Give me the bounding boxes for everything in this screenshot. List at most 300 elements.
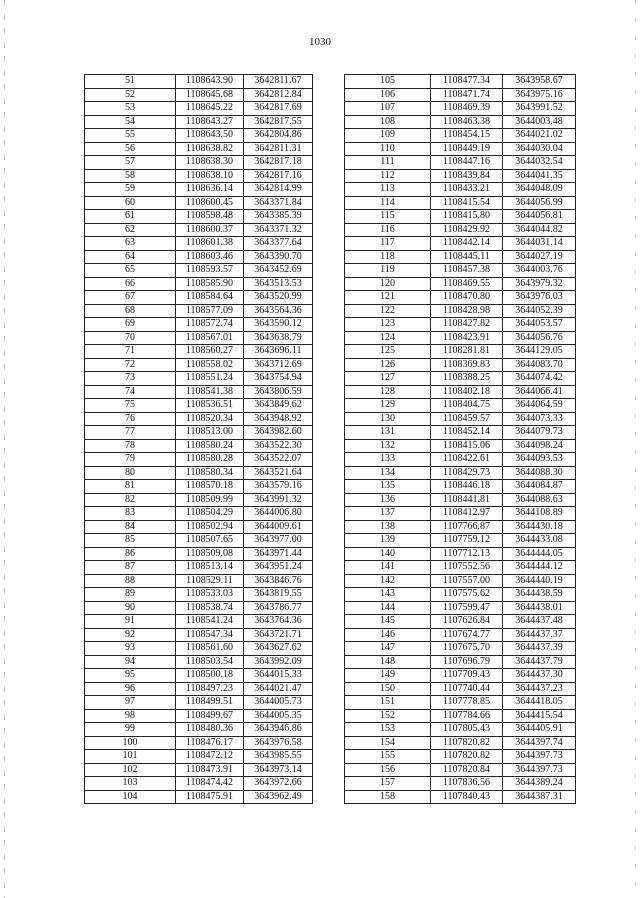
table-row [345, 142, 576, 156]
x-coordinate-cell: 1108429.73 [431, 466, 503, 480]
table-row [85, 561, 313, 575]
y-coordinate-cell: 3644437.30 [503, 669, 576, 683]
point-number-cell: 140 [345, 547, 431, 561]
x-coordinate-cell: 1108643.50 [176, 129, 244, 143]
y-coordinate-cell: 3643951.24 [244, 561, 313, 575]
point-number-cell: 63 [85, 237, 176, 251]
point-number-cell: 66 [85, 277, 176, 291]
x-coordinate-cell: 1108369.83 [431, 358, 503, 372]
point-number-cell: 146 [345, 628, 431, 642]
table-row [85, 439, 313, 453]
coordinate-table-right [344, 74, 576, 804]
table-row [345, 169, 576, 183]
x-coordinate-cell: 1108469.55 [431, 277, 503, 291]
y-coordinate-cell: 3644064.59 [503, 399, 576, 413]
point-number-cell: 94 [85, 655, 176, 669]
point-number-cell: 59 [85, 183, 176, 197]
point-number-cell: 109 [345, 129, 431, 143]
x-coordinate-cell: 1108509.99 [176, 493, 244, 507]
table-row [85, 264, 313, 278]
point-number-cell: 122 [345, 304, 431, 318]
x-coordinate-cell: 1107820.82 [431, 750, 503, 764]
x-coordinate-cell: 1108636.14 [176, 183, 244, 197]
y-coordinate-cell: 3643754.94 [244, 372, 313, 386]
point-number-cell: 136 [345, 493, 431, 507]
point-number-cell: 72 [85, 358, 176, 372]
x-coordinate-cell: 1108472.12 [176, 750, 244, 764]
point-number-cell: 100 [85, 736, 176, 750]
y-coordinate-cell: 3644048.09 [503, 183, 576, 197]
point-number-cell: 54 [85, 115, 176, 129]
y-coordinate-cell: 3643696.11 [244, 345, 313, 359]
table-row [85, 196, 313, 210]
point-number-cell: 142 [345, 574, 431, 588]
table-row [85, 372, 313, 386]
point-number-cell: 103 [85, 777, 176, 791]
y-coordinate-cell: 3644444.05 [503, 547, 576, 561]
point-number-cell: 108 [345, 115, 431, 129]
y-coordinate-cell: 3643522.30 [244, 439, 313, 453]
y-coordinate-cell: 3644440.19 [503, 574, 576, 588]
x-coordinate-cell: 1108538.74 [176, 601, 244, 615]
x-coordinate-cell: 1108441.81 [431, 493, 503, 507]
table-row [85, 399, 313, 413]
point-number-cell: 129 [345, 399, 431, 413]
y-coordinate-cell: 3643590.12 [244, 318, 313, 332]
table-row [345, 763, 576, 777]
point-number-cell: 89 [85, 588, 176, 602]
table-row [345, 331, 576, 345]
x-coordinate-cell: 1108584.64 [176, 291, 244, 305]
x-coordinate-cell: 1108477.34 [431, 75, 503, 89]
point-number-cell: 101 [85, 750, 176, 764]
x-coordinate-cell: 1108645.22 [176, 102, 244, 116]
y-coordinate-cell: 3643371.84 [244, 196, 313, 210]
x-coordinate-cell: 1108447.16 [431, 156, 503, 170]
y-coordinate-cell: 3644437.39 [503, 642, 576, 656]
table-row [345, 102, 576, 116]
point-number-cell: 130 [345, 412, 431, 426]
y-coordinate-cell: 3643973.14 [244, 763, 313, 777]
y-coordinate-cell: 3642812.84 [244, 88, 313, 102]
table-row [345, 277, 576, 291]
table-row [345, 790, 576, 804]
y-coordinate-cell: 3643958.67 [503, 75, 576, 89]
x-coordinate-cell: 1107766.87 [431, 520, 503, 534]
x-coordinate-cell: 1108442.14 [431, 237, 503, 251]
y-coordinate-cell: 3644009.61 [244, 520, 313, 534]
x-coordinate-cell: 1108541.38 [176, 385, 244, 399]
y-coordinate-cell: 3642817.55 [244, 115, 313, 129]
table-row [85, 210, 313, 224]
point-number-cell: 121 [345, 291, 431, 305]
point-number-cell: 68 [85, 304, 176, 318]
point-number-cell: 157 [345, 777, 431, 791]
x-coordinate-cell: 1108509.08 [176, 547, 244, 561]
x-coordinate-cell: 1108446.18 [431, 480, 503, 494]
table-row [345, 642, 576, 656]
x-coordinate-cell: 1108513.14 [176, 561, 244, 575]
table-row [85, 88, 313, 102]
table-row [85, 777, 313, 791]
x-coordinate-cell: 1107820.82 [431, 736, 503, 750]
y-coordinate-cell: 3643976.58 [244, 736, 313, 750]
y-coordinate-cell: 3644073.33 [503, 412, 576, 426]
y-coordinate-cell: 3643764.36 [244, 615, 313, 629]
y-coordinate-cell: 3643806.59 [244, 385, 313, 399]
y-coordinate-cell: 3643948.92 [244, 412, 313, 426]
y-coordinate-cell: 3644438.59 [503, 588, 576, 602]
y-coordinate-cell: 3644056.81 [503, 210, 576, 224]
table-row [85, 156, 313, 170]
point-number-cell: 135 [345, 480, 431, 494]
table-row [345, 345, 576, 359]
y-coordinate-cell: 3644387.31 [503, 790, 576, 804]
table-row [85, 250, 313, 264]
x-coordinate-cell: 1108638.82 [176, 142, 244, 156]
table-row [85, 426, 313, 440]
y-coordinate-cell: 3643385.39 [244, 210, 313, 224]
y-coordinate-cell: 3644093.53 [503, 453, 576, 467]
y-coordinate-cell: 3644437.23 [503, 682, 576, 696]
table-row [345, 480, 576, 494]
table-row [85, 142, 313, 156]
x-coordinate-cell: 1108457.38 [431, 264, 503, 278]
y-coordinate-cell: 3644003.48 [503, 115, 576, 129]
x-coordinate-cell: 1108529.11 [176, 574, 244, 588]
table-row [345, 237, 576, 251]
point-number-cell: 155 [345, 750, 431, 764]
table-row [345, 304, 576, 318]
x-coordinate-cell: 1108499.67 [176, 709, 244, 723]
point-number-cell: 149 [345, 669, 431, 683]
x-coordinate-cell: 1108520.34 [176, 412, 244, 426]
y-coordinate-cell: 3644405.91 [503, 723, 576, 737]
point-number-cell: 151 [345, 696, 431, 710]
x-coordinate-cell: 1108470.80 [431, 291, 503, 305]
table-row [85, 115, 313, 129]
table-row [345, 372, 576, 386]
table-row [345, 507, 576, 521]
point-number-cell: 115 [345, 210, 431, 224]
point-number-cell: 139 [345, 534, 431, 548]
point-number-cell: 55 [85, 129, 176, 143]
y-coordinate-cell: 3643992.09 [244, 655, 313, 669]
point-number-cell: 62 [85, 223, 176, 237]
point-number-cell: 84 [85, 520, 176, 534]
x-coordinate-cell: 1107784.66 [431, 709, 503, 723]
x-coordinate-cell: 1108404.75 [431, 399, 503, 413]
x-coordinate-cell: 1108439.84 [431, 169, 503, 183]
table-row [85, 790, 313, 804]
x-coordinate-cell: 1108585.90 [176, 277, 244, 291]
x-coordinate-cell: 1108593.57 [176, 264, 244, 278]
table-row [345, 682, 576, 696]
x-coordinate-cell: 1107599.47 [431, 601, 503, 615]
x-coordinate-cell: 1108580.24 [176, 439, 244, 453]
point-number-cell: 104 [85, 790, 176, 804]
x-coordinate-cell: 1108536.51 [176, 399, 244, 413]
table-row [85, 169, 313, 183]
y-coordinate-cell: 3643979.32 [503, 277, 576, 291]
y-coordinate-cell: 3643377.64 [244, 237, 313, 251]
x-coordinate-cell: 1107557.00 [431, 574, 503, 588]
y-coordinate-cell: 3643846.76 [244, 574, 313, 588]
table-row [345, 493, 576, 507]
y-coordinate-cell: 3644083.70 [503, 358, 576, 372]
y-coordinate-cell: 3643962.49 [244, 790, 313, 804]
y-coordinate-cell: 3642817.69 [244, 102, 313, 116]
table-row [85, 129, 313, 143]
point-number-cell: 56 [85, 142, 176, 156]
x-coordinate-cell: 1108570.18 [176, 480, 244, 494]
x-coordinate-cell: 1107575.62 [431, 588, 503, 602]
y-coordinate-cell: 3644032.54 [503, 156, 576, 170]
x-coordinate-cell: 1108475.91 [176, 790, 244, 804]
x-coordinate-cell: 1108561.60 [176, 642, 244, 656]
point-number-cell: 158 [345, 790, 431, 804]
x-coordinate-cell: 1108507.65 [176, 534, 244, 548]
x-coordinate-cell: 1108580.28 [176, 453, 244, 467]
x-coordinate-cell: 1107740.44 [431, 682, 503, 696]
point-number-cell: 95 [85, 669, 176, 683]
y-coordinate-cell: 3642811.31 [244, 142, 313, 156]
point-number-cell: 141 [345, 561, 431, 575]
x-coordinate-cell: 1108415.06 [431, 439, 503, 453]
table-row [345, 750, 576, 764]
x-coordinate-cell: 1108445.11 [431, 250, 503, 264]
point-number-cell: 123 [345, 318, 431, 332]
y-coordinate-cell: 3644044.82 [503, 223, 576, 237]
table-row [85, 385, 313, 399]
x-coordinate-cell: 1108580.34 [176, 466, 244, 480]
y-coordinate-cell: 3643982.60 [244, 426, 313, 440]
x-coordinate-cell: 1108427.82 [431, 318, 503, 332]
y-coordinate-cell: 3643371.32 [244, 223, 313, 237]
point-number-cell: 120 [345, 277, 431, 291]
point-number-cell: 118 [345, 250, 431, 264]
y-coordinate-cell: 3643977.00 [244, 534, 313, 548]
y-coordinate-cell: 3643564.36 [244, 304, 313, 318]
x-coordinate-cell: 1107805.43 [431, 723, 503, 737]
point-number-cell: 80 [85, 466, 176, 480]
table-row [345, 129, 576, 143]
y-coordinate-cell: 3642811.67 [244, 75, 313, 89]
y-coordinate-cell: 3643452.69 [244, 264, 313, 278]
y-coordinate-cell: 3644074.42 [503, 372, 576, 386]
point-number-cell: 145 [345, 615, 431, 629]
table-row [345, 534, 576, 548]
x-coordinate-cell: 1108459.57 [431, 412, 503, 426]
point-number-cell: 74 [85, 385, 176, 399]
table-row [345, 264, 576, 278]
x-coordinate-cell: 1107674.77 [431, 628, 503, 642]
page-number: 1030 [309, 36, 331, 48]
y-coordinate-cell: 3644088.30 [503, 466, 576, 480]
point-number-cell: 75 [85, 399, 176, 413]
x-coordinate-cell: 1108560.27 [176, 345, 244, 359]
y-coordinate-cell: 3644021.02 [503, 129, 576, 143]
point-number-cell: 112 [345, 169, 431, 183]
x-coordinate-cell: 1108422.61 [431, 453, 503, 467]
table-row [345, 196, 576, 210]
x-coordinate-cell: 1108473.91 [176, 763, 244, 777]
table-row [345, 588, 576, 602]
x-coordinate-cell: 1108572.74 [176, 318, 244, 332]
table-row [85, 318, 313, 332]
y-coordinate-cell: 3644079.73 [503, 426, 576, 440]
point-number-cell: 69 [85, 318, 176, 332]
point-number-cell: 67 [85, 291, 176, 305]
table-row [85, 547, 313, 561]
table-row [345, 453, 576, 467]
y-coordinate-cell: 3644053.57 [503, 318, 576, 332]
table-row [345, 777, 576, 791]
point-number-cell: 76 [85, 412, 176, 426]
point-number-cell: 125 [345, 345, 431, 359]
point-number-cell: 87 [85, 561, 176, 575]
point-number-cell: 148 [345, 655, 431, 669]
point-number-cell: 93 [85, 642, 176, 656]
point-number-cell: 138 [345, 520, 431, 534]
y-coordinate-cell: 3644397.73 [503, 763, 576, 777]
point-number-cell: 144 [345, 601, 431, 615]
table-row [85, 655, 313, 669]
y-coordinate-cell: 3644005.73 [244, 696, 313, 710]
y-coordinate-cell: 3644098.24 [503, 439, 576, 453]
x-coordinate-cell: 1108503.54 [176, 655, 244, 669]
y-coordinate-cell: 3642817.16 [244, 169, 313, 183]
point-number-cell: 134 [345, 466, 431, 480]
table-row [85, 75, 313, 89]
point-number-cell: 85 [85, 534, 176, 548]
y-coordinate-cell: 3644430.18 [503, 520, 576, 534]
table-row [85, 723, 313, 737]
y-coordinate-cell: 3644418.05 [503, 696, 576, 710]
point-number-cell: 137 [345, 507, 431, 521]
y-coordinate-cell: 3643520.99 [244, 291, 313, 305]
y-coordinate-cell: 3644415.54 [503, 709, 576, 723]
x-coordinate-cell: 1108474.42 [176, 777, 244, 791]
x-coordinate-cell: 1108541.24 [176, 615, 244, 629]
table-row [85, 183, 313, 197]
y-coordinate-cell: 3643991.52 [503, 102, 576, 116]
table-row [345, 723, 576, 737]
table-row [85, 574, 313, 588]
y-coordinate-cell: 3644056.76 [503, 331, 576, 345]
point-number-cell: 52 [85, 88, 176, 102]
point-number-cell: 111 [345, 156, 431, 170]
point-number-cell: 117 [345, 237, 431, 251]
x-coordinate-cell: 1108643.27 [176, 115, 244, 129]
table-row [85, 223, 313, 237]
x-coordinate-cell: 1108567.01 [176, 331, 244, 345]
x-coordinate-cell: 1108638.10 [176, 169, 244, 183]
y-coordinate-cell: 3644129.05 [503, 345, 576, 359]
x-coordinate-cell: 1108281.81 [431, 345, 503, 359]
table-row [85, 493, 313, 507]
table-row [85, 642, 313, 656]
table-row [345, 426, 576, 440]
y-coordinate-cell: 3643513.53 [244, 277, 313, 291]
table-row [345, 561, 576, 575]
y-coordinate-cell: 3644437.37 [503, 628, 576, 642]
point-number-cell: 126 [345, 358, 431, 372]
x-coordinate-cell: 1108423.91 [431, 331, 503, 345]
point-number-cell: 70 [85, 331, 176, 345]
x-coordinate-cell: 1107626.84 [431, 615, 503, 629]
point-number-cell: 83 [85, 507, 176, 521]
x-coordinate-cell: 1108402.18 [431, 385, 503, 399]
point-number-cell: 81 [85, 480, 176, 494]
table-row [85, 520, 313, 534]
y-coordinate-cell: 3644006.80 [244, 507, 313, 521]
x-coordinate-cell: 1108547.34 [176, 628, 244, 642]
table-row [345, 250, 576, 264]
y-coordinate-cell: 3643712.69 [244, 358, 313, 372]
x-coordinate-cell: 1108415.54 [431, 196, 503, 210]
x-coordinate-cell: 1108428.98 [431, 304, 503, 318]
x-coordinate-cell: 1108603.46 [176, 250, 244, 264]
x-coordinate-cell: 1108388.25 [431, 372, 503, 386]
table-row [85, 304, 313, 318]
y-coordinate-cell: 3644433.08 [503, 534, 576, 548]
x-coordinate-cell: 1108469.39 [431, 102, 503, 116]
table-row [345, 669, 576, 683]
point-number-cell: 110 [345, 142, 431, 156]
table-row [85, 736, 313, 750]
x-coordinate-cell: 1108476.17 [176, 736, 244, 750]
y-coordinate-cell: 3643579.16 [244, 480, 313, 494]
x-coordinate-cell: 1108638.30 [176, 156, 244, 170]
table-row [85, 682, 313, 696]
y-coordinate-cell: 3642804.86 [244, 129, 313, 143]
point-number-cell: 127 [345, 372, 431, 386]
table-row [345, 574, 576, 588]
table-row [345, 520, 576, 534]
table-row [345, 399, 576, 413]
x-coordinate-cell: 1108533.03 [176, 588, 244, 602]
point-number-cell: 92 [85, 628, 176, 642]
y-coordinate-cell: 3643522.07 [244, 453, 313, 467]
table-row [345, 318, 576, 332]
x-coordinate-cell: 1108601.38 [176, 237, 244, 251]
y-coordinate-cell: 3644027.19 [503, 250, 576, 264]
point-number-cell: 152 [345, 709, 431, 723]
point-number-cell: 65 [85, 264, 176, 278]
point-number-cell: 61 [85, 210, 176, 224]
table-row [85, 588, 313, 602]
point-number-cell: 96 [85, 682, 176, 696]
y-coordinate-cell: 3644088.63 [503, 493, 576, 507]
point-number-cell: 106 [345, 88, 431, 102]
table-row [85, 628, 313, 642]
table-row [85, 412, 313, 426]
x-coordinate-cell: 1108504.29 [176, 507, 244, 521]
table-row [345, 358, 576, 372]
table-row [345, 615, 576, 629]
table-row [85, 534, 313, 548]
point-number-cell: 53 [85, 102, 176, 116]
y-coordinate-cell: 3643721.71 [244, 628, 313, 642]
point-number-cell: 77 [85, 426, 176, 440]
x-coordinate-cell: 1108551.24 [176, 372, 244, 386]
x-coordinate-cell: 1108463.38 [431, 115, 503, 129]
y-coordinate-cell: 3644052.39 [503, 304, 576, 318]
x-coordinate-cell: 1107759.12 [431, 534, 503, 548]
table-row [85, 669, 313, 683]
point-number-cell: 102 [85, 763, 176, 777]
